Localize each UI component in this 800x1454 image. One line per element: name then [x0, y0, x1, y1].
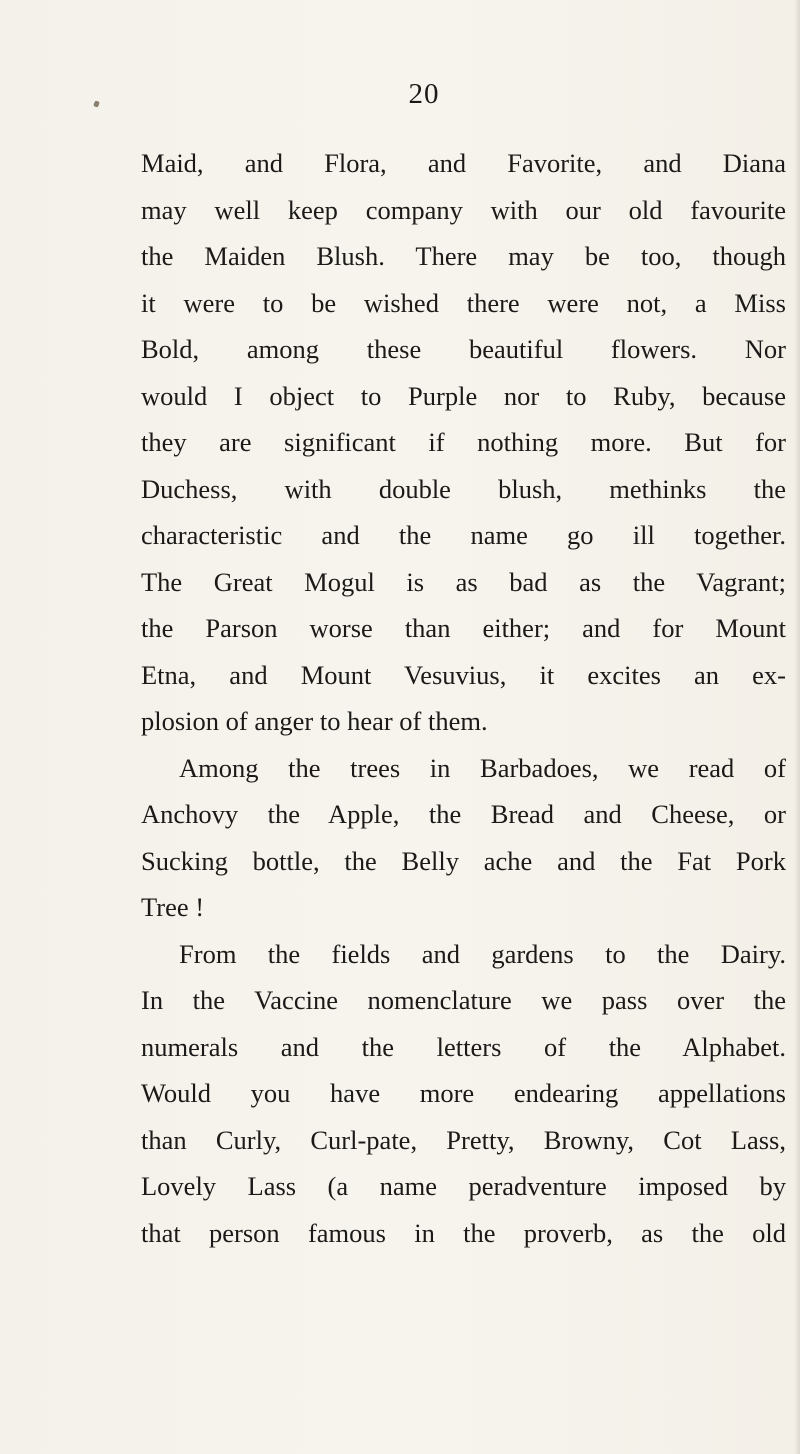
text-line: Etna, and Mount Vesuvius, it excites an ex- — [141, 659, 786, 690]
text-line: Duchess, with double blush, methinks the — [141, 473, 786, 504]
text-line: numerals and the letters of the Alphabet. — [141, 1031, 786, 1062]
text-line: plosion of anger to hear of them. — [141, 706, 488, 736]
text-line: The Great Mogul is as bad as the Vagrant; — [141, 566, 786, 597]
text-line: they are significant if nothing more. But for — [141, 427, 786, 457]
text-line: the Parson worse than either; and for Mount — [141, 613, 786, 643]
text-line: Among the trees in Barbadoes, we read of — [179, 752, 786, 783]
text-line: Bold, among these beautiful flowers. Nor — [141, 334, 786, 364]
text-line: would I object to Purple nor to Ruby, because — [141, 380, 786, 411]
text-line: Sucking bottle, the Belly ache and the Fat Pork — [141, 845, 786, 876]
text-line: the Maiden Blush. There may be too, though — [141, 241, 786, 271]
text-line: Lovely Lass (a name peradventure imposed by — [141, 1171, 786, 1201]
page-number: 20 — [408, 78, 440, 110]
page-edge-shadow — [794, 0, 800, 1454]
text-line: In the Vaccine nomenclature we pass over the — [141, 985, 786, 1015]
text-line: From the fields and gardens to the Dairy. — [179, 938, 786, 969]
text-line: Would you have more endearing appellations — [141, 1078, 786, 1108]
text-line: it were to be wished there were not, a Miss — [141, 287, 786, 318]
text-line: may well keep company with our old favourite — [141, 194, 786, 225]
text-line: Tree ! — [141, 892, 205, 922]
body-text — [141, 140, 786, 1256]
text-line: that person famous in the proverb, as the old — [141, 1217, 786, 1248]
text-line: characteristic and the name go ill together. — [141, 520, 786, 550]
text-line: Maid, and Flora, and Favorite, and Diana — [141, 148, 786, 178]
text-line: than Curly, Curl-pate, Pretty, Browny, Cot Lass, — [141, 1124, 786, 1155]
text-line: Anchovy the Apple, the Bread and Cheese, or — [141, 799, 786, 829]
